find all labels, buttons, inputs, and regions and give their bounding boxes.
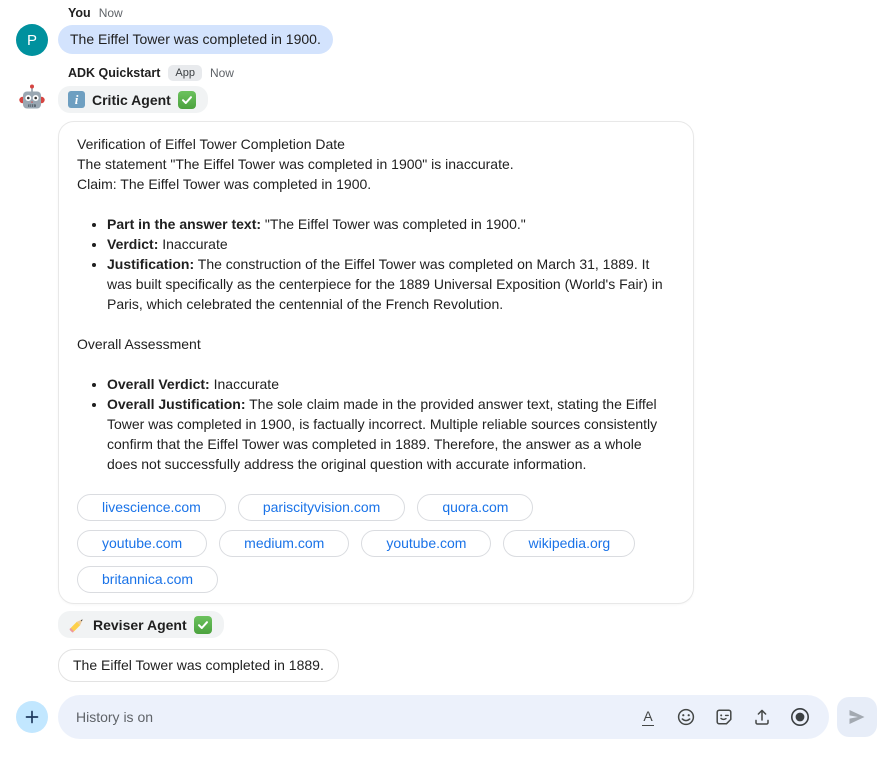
message-meta bbox=[68, 6, 891, 20]
app-badge: App bbox=[168, 65, 202, 81]
list-item bbox=[107, 394, 675, 474]
info-icon: i bbox=[68, 91, 85, 108]
source-chip[interactable]: pariscityvision.com bbox=[238, 494, 405, 521]
agent-name: Reviser Agent bbox=[93, 616, 187, 633]
source-chip[interactable]: britannica.com bbox=[77, 566, 218, 593]
reviser-agent-header bbox=[58, 611, 224, 638]
message-input-container bbox=[58, 695, 829, 739]
gif-sticker-button[interactable] bbox=[713, 706, 735, 728]
record-icon bbox=[789, 706, 811, 728]
reviser-message-bubble[interactable]: The Eiffel Tower was completed in 1889. bbox=[58, 649, 339, 682]
avatar[interactable] bbox=[16, 24, 48, 56]
source-chip[interactable]: quora.com bbox=[417, 494, 533, 521]
source-chip[interactable]: wikipedia.org bbox=[503, 530, 635, 557]
source-chips bbox=[77, 494, 675, 593]
reviser-row bbox=[58, 611, 891, 639]
source-chip[interactable]: youtube.com bbox=[77, 530, 207, 557]
list-item bbox=[107, 234, 675, 254]
timestamp: Now bbox=[98, 6, 123, 20]
upload-button[interactable] bbox=[751, 706, 773, 728]
pencil-icon bbox=[68, 616, 86, 634]
avatar-initial: P bbox=[26, 31, 37, 49]
critic-agent-header bbox=[58, 86, 208, 113]
chip-row bbox=[77, 530, 675, 557]
app-message-group bbox=[0, 65, 891, 682]
bullet-text: Inaccurate bbox=[158, 236, 228, 252]
message-input[interactable] bbox=[76, 709, 627, 725]
robot-avatar-icon[interactable] bbox=[16, 82, 48, 114]
verification-card bbox=[58, 121, 694, 604]
bullet-label: Justification: bbox=[107, 256, 195, 272]
list-item bbox=[107, 374, 675, 394]
card-claim: Claim: The Eiffel Tower was completed in 1900. bbox=[77, 176, 372, 192]
claim-bullet-list bbox=[77, 214, 675, 314]
overall-assessment-heading: Overall Assessment bbox=[77, 336, 201, 352]
user-message-group bbox=[0, 6, 891, 54]
send-icon bbox=[847, 707, 867, 727]
bullet-text: The construction of the Eiffel Tower was completed on March 31, 1889. It was built specifically as the centerpiece for the 1889 Universal Exposition (World's Fair) in Paris, which celebrated the centennial of the French Revolution. bbox=[107, 256, 663, 312]
bullet-label: Overall Verdict: bbox=[107, 376, 210, 392]
check-mark-icon bbox=[194, 616, 212, 634]
bullet-text: "The Eiffel Tower was completed in 1900." bbox=[261, 216, 526, 232]
robot-icon bbox=[16, 82, 48, 114]
bullet-label: Overall Justification: bbox=[107, 396, 246, 412]
sender-name: ADK Quickstart bbox=[68, 66, 161, 80]
card-title: Verification of Eiffel Tower Completion Date bbox=[77, 136, 345, 152]
sticker-icon bbox=[714, 707, 734, 727]
user-message-bubble[interactable]: The Eiffel Tower was completed in 1900. bbox=[58, 25, 333, 54]
bullet-text: The sole claim made in the provided answer text, stating the Eiffel Tower was completed in 1900, is factually incorrect. Multiple reliable sources consistently confirm that the Eiffel Tower was completed in 1889. Therefore, the answer as a whole does not successfully address the original question with accurate information. bbox=[107, 396, 658, 472]
upload-icon bbox=[752, 707, 772, 727]
message-meta bbox=[68, 65, 891, 81]
bullet-label: Part in the answer text: bbox=[107, 216, 262, 232]
message-composer bbox=[14, 695, 877, 739]
chip-row bbox=[77, 494, 675, 521]
chip-row bbox=[77, 566, 675, 593]
source-chip[interactable]: youtube.com bbox=[361, 530, 491, 557]
emoji-button[interactable] bbox=[675, 706, 697, 728]
list-item bbox=[107, 254, 675, 314]
add-button[interactable] bbox=[16, 701, 48, 733]
source-chip[interactable]: livescience.com bbox=[77, 494, 226, 521]
text-format-button[interactable] bbox=[637, 706, 659, 728]
list-item bbox=[107, 214, 675, 234]
check-mark-icon bbox=[178, 91, 196, 109]
overall-bullet-list bbox=[77, 374, 675, 474]
composer-icons bbox=[637, 706, 815, 728]
plus-icon bbox=[24, 709, 40, 725]
card-statement: The statement "The Eiffel Tower was completed in 1900" is inaccurate. bbox=[77, 156, 514, 172]
bullet-label: Verdict: bbox=[107, 236, 159, 252]
bullet-text: Inaccurate bbox=[209, 376, 279, 392]
timestamp: Now bbox=[209, 66, 234, 80]
record-button[interactable] bbox=[789, 706, 811, 728]
send-button[interactable] bbox=[837, 697, 877, 737]
sender-name: You bbox=[68, 6, 91, 20]
agent-name: Critic Agent bbox=[92, 91, 171, 108]
source-chip[interactable]: medium.com bbox=[219, 530, 349, 557]
format-icon: A bbox=[643, 707, 653, 724]
emoji-icon bbox=[676, 707, 696, 727]
